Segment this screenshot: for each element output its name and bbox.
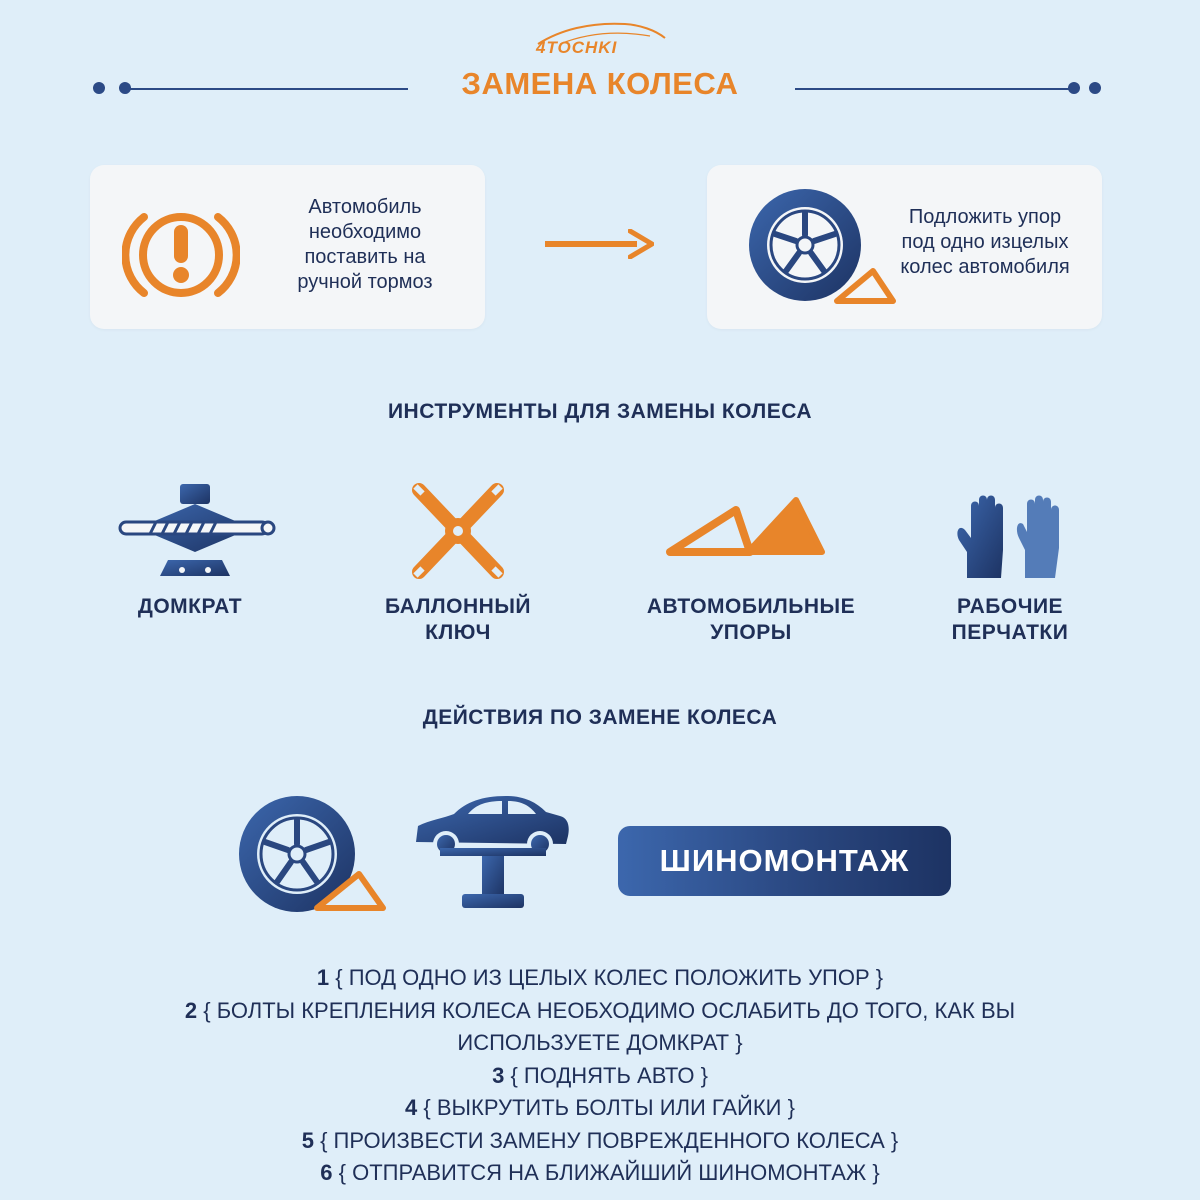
step-item (60, 995, 1140, 1060)
tool-label-gloves (910, 594, 1110, 646)
decor-dot (93, 82, 105, 94)
tool-label-line: УПОРЫ (710, 621, 792, 644)
card-text-line: под одно изцелых (901, 231, 1069, 253)
card-text-line: Подложить упор (908, 206, 1062, 228)
step-text: ИСПОЛЬЗУЕТЕ ДОМКРАТ } (457, 1030, 743, 1055)
step-number: 6 (320, 1160, 333, 1185)
lug-wrench-icon (405, 480, 511, 580)
card-text (875, 205, 1095, 280)
step-text: { ПОД ОДНО ИЗ ЦЕЛЫХ КОЛЕС ПОЛОЖИТЬ УПОР } (335, 965, 884, 990)
page-title: ЗАМЕНА КОЛЕСА (461, 66, 739, 101)
parking-brake-warning-icon (122, 203, 240, 307)
arrow-head-icon (628, 229, 654, 259)
step-text: { ПОДНЯТЬ АВТО } (510, 1062, 708, 1088)
tools-section-title: ИНСТРУМЕНТЫ ДЛЯ ЗАМЕНЫ КОЛЕСА (387, 400, 813, 423)
tool-label-line: ДОМКРАТ (137, 595, 243, 618)
card-text-line: Автомобиль (308, 196, 422, 218)
card-text-line: ручной тормоз (297, 271, 433, 293)
logo-text: 4TOCHKI (536, 38, 618, 57)
tool-label-line: БАЛЛОННЫЙ (384, 595, 531, 618)
info-card-parking-brake (90, 165, 485, 329)
arrow-right-icon (545, 241, 637, 247)
card-text-line: поставить на (304, 246, 426, 268)
step-number: 4 (405, 1095, 418, 1120)
tool-label-line: КЛЮЧ (425, 621, 491, 644)
step-number: 5 (301, 1127, 314, 1153)
work-gloves-icon (955, 490, 1075, 580)
step-item (60, 1060, 1140, 1093)
tool-label-line: АВТОМОБИЛЬНЫЕ (646, 595, 856, 618)
decor-line (125, 88, 408, 90)
step-text: { ВЫКРУТИТЬ БОЛТЫ ИЛИ ГАЙКИ } (423, 1095, 795, 1120)
card-text-line: колес автомобиля (900, 256, 1070, 278)
tire-service-button[interactable]: ШИНОМОНТАЖ (618, 826, 951, 896)
step-text: { БОЛТЫ КРЕПЛЕНИЯ КОЛЕСА НЕОБХОДИМО ОСЛАБИТЬ ДО ТОГО, КАК ВЫ (203, 997, 1016, 1023)
step-number: 2 (184, 997, 198, 1023)
tool-label-line: РАБОЧИЕ (956, 595, 1064, 618)
step-text: { ПРОИЗВЕСТИ ЗАМЕНУ ПОВРЕЖДЕННОГО КОЛЕСА } (320, 1127, 899, 1153)
wheel-chocks-icon (662, 492, 828, 562)
step-text: { ОТПРАВИТСЯ НА БЛИЖАЙШИЙ ШИНОМОНТАЖ } (338, 1160, 880, 1185)
car-on-lift-icon (410, 790, 572, 912)
info-card-wheel-chock (707, 165, 1102, 329)
step-item (60, 962, 1140, 995)
tool-label-wrench (358, 594, 558, 646)
step-item (60, 1157, 1140, 1190)
card-text-line: необходимо (308, 221, 422, 243)
step-number: 3 (492, 1062, 505, 1088)
tool-label-jack (90, 594, 290, 620)
step-item (60, 1092, 1140, 1125)
step-item (60, 1125, 1140, 1158)
tool-label-chocks (620, 594, 882, 646)
decor-dot (1089, 82, 1101, 94)
decor-line (795, 88, 1078, 90)
wheel-chock-icon (237, 794, 389, 916)
car-jack-icon (110, 480, 280, 580)
decor-dot (1068, 82, 1080, 94)
brand-logo (530, 20, 670, 64)
actions-section-title: ДЕЙСТВИЯ ПО ЗАМЕНЕ КОЛЕСА (422, 706, 778, 729)
step-number: 1 (316, 965, 330, 990)
steps-list (60, 962, 1140, 1190)
tool-label-line: ПЕРЧАТКИ (951, 621, 1069, 644)
card-text (260, 195, 470, 295)
